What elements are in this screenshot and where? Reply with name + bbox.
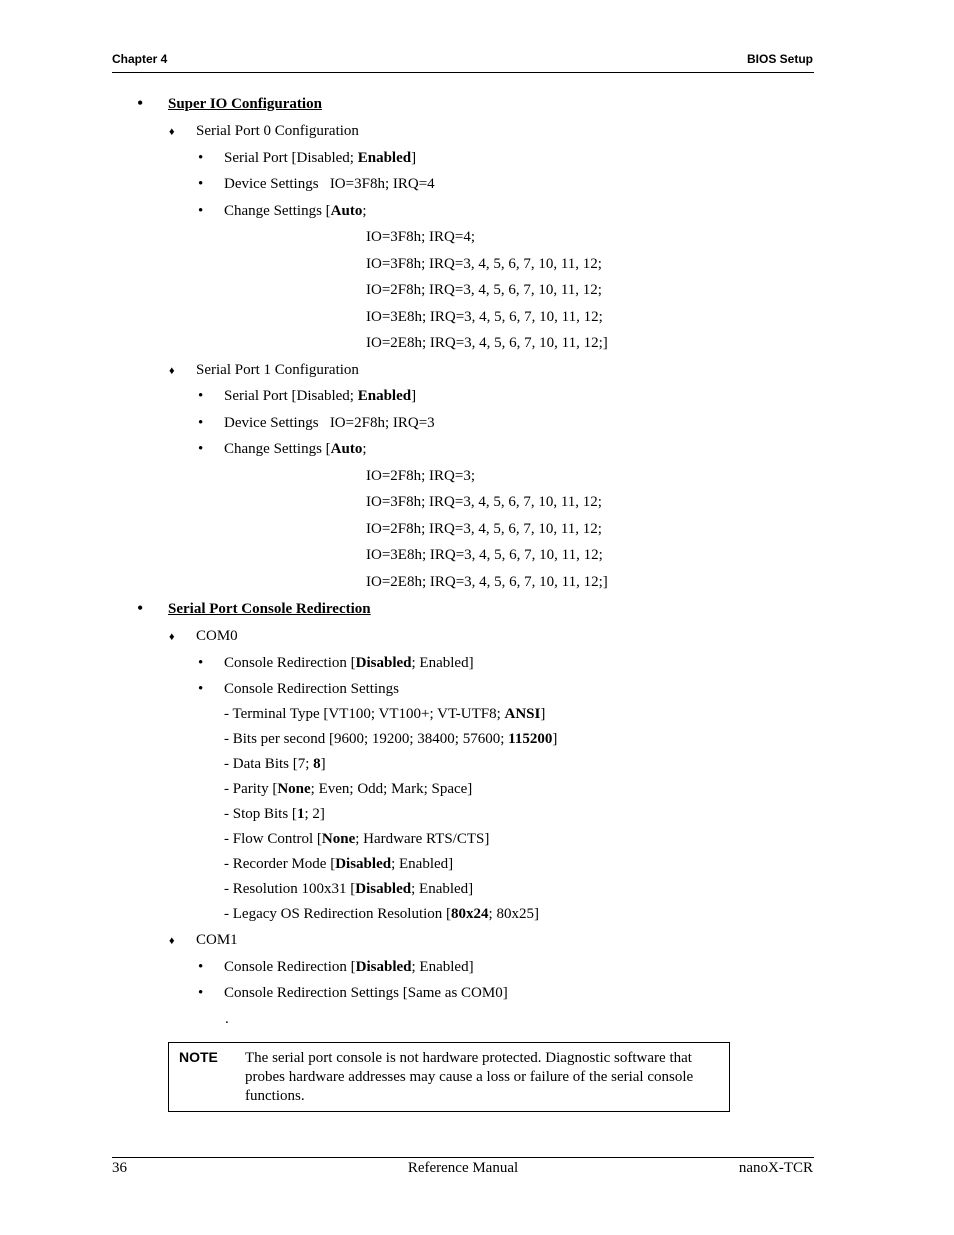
footer-divider: [112, 1157, 814, 1158]
port0-option: IO=3F8h; IRQ=4;: [366, 229, 476, 245]
bullet-icon: •: [198, 150, 204, 166]
com0-setting: - Data Bits [7; 8]: [224, 756, 326, 772]
port0-serial-port: Serial Port [Disabled; Enabled]: [224, 150, 417, 166]
bullet-icon: •: [198, 985, 204, 1001]
port1-option: IO=2E8h; IRQ=3, 4, 5, 6, 7, 10, 11, 12;]: [366, 574, 608, 590]
note-box: [168, 1042, 730, 1112]
com0-setting: - Stop Bits [1; 2]: [224, 806, 325, 822]
document-title: Reference Manual: [407, 1160, 519, 1176]
port1-option: IO=2F8h; IRQ=3, 4, 5, 6, 7, 10, 11, 12;: [366, 521, 602, 537]
com0-setting: - Bits per second [9600; 19200; 38400; 57600; 115200]: [224, 731, 558, 747]
port1-option: IO=3F8h; IRQ=3, 4, 5, 6, 7, 10, 11, 12;: [366, 494, 602, 510]
port1-title: Serial Port 1 Configuration: [196, 362, 359, 378]
port0-device-settings: Device Settings IO=3F8h; IRQ=4: [224, 176, 435, 192]
bullet-icon: •: [198, 415, 204, 431]
diamond-bullet-icon: ♦: [169, 365, 175, 377]
header-divider: [112, 72, 814, 73]
bullet-icon: •: [137, 93, 144, 113]
bullet-icon: •: [198, 681, 204, 697]
bullet-icon: •: [137, 598, 144, 618]
port0-option: IO=2E8h; IRQ=3, 4, 5, 6, 7, 10, 11, 12;]: [366, 335, 608, 351]
note-label: NOTE: [179, 1049, 218, 1065]
com0-title: COM0: [196, 628, 238, 644]
com0-settings-title: Console Redirection Settings: [224, 681, 399, 697]
port1-device-settings: Device Settings IO=2F8h; IRQ=3: [224, 415, 435, 431]
diamond-bullet-icon: ♦: [169, 126, 175, 138]
port0-option: IO=3E8h; IRQ=3, 4, 5, 6, 7, 10, 11, 12;: [366, 309, 603, 325]
bullet-icon: •: [198, 655, 204, 671]
console-heading: Serial Port Console Redirection: [168, 601, 371, 617]
port1-option: IO=3E8h; IRQ=3, 4, 5, 6, 7, 10, 11, 12;: [366, 547, 603, 563]
page-number: 36: [112, 1160, 127, 1176]
com0-setting: - Parity [None; Even; Odd; Mark; Space]: [224, 781, 473, 797]
trailing-dot: .: [225, 1011, 229, 1027]
bullet-icon: •: [198, 441, 204, 457]
port0-option: IO=3F8h; IRQ=3, 4, 5, 6, 7, 10, 11, 12;: [366, 256, 602, 272]
port1-serial-port: Serial Port [Disabled; Enabled]: [224, 388, 417, 404]
port1-change-settings: Change Settings [Auto;: [224, 441, 367, 457]
com0-setting: - Recorder Mode [Disabled; Enabled]: [224, 856, 454, 872]
bullet-icon: •: [198, 203, 204, 219]
port1-option: IO=2F8h; IRQ=3;: [366, 468, 476, 484]
com0-setting: - Flow Control [None; Hardware RTS/CTS]: [224, 831, 490, 847]
chapter-label: Chapter 4: [112, 52, 168, 66]
bullet-icon: •: [198, 959, 204, 975]
bullet-icon: •: [198, 388, 204, 404]
port0-option: IO=2F8h; IRQ=3, 4, 5, 6, 7, 10, 11, 12;: [366, 282, 602, 298]
com0-setting: - Resolution 100x31 [Disabled; Enabled]: [224, 881, 474, 897]
com0-setting: - Legacy OS Redirection Resolution [80x24; 80x25]: [224, 906, 539, 922]
port0-change-settings: Change Settings [Auto;: [224, 203, 367, 219]
com1-title: COM1: [196, 932, 238, 948]
diamond-bullet-icon: ♦: [169, 935, 175, 947]
com1-settings: Console Redirection Settings [Same as COM0]: [224, 985, 508, 1001]
com1-redirection: Console Redirection [Disabled; Enabled]: [224, 959, 474, 975]
com0-redirection: Console Redirection [Disabled; Enabled]: [224, 655, 474, 671]
note-text: The serial port console is not hardware protected. Diagnostic software that probes hardware addresses may cause a loss or failure of the serial console functions.: [245, 1050, 694, 1104]
com0-setting: - Terminal Type [VT100; VT100+; VT-UTF8; ANSI]: [224, 706, 546, 722]
diamond-bullet-icon: ♦: [169, 631, 175, 643]
port0-title: Serial Port 0 Configuration: [196, 123, 359, 139]
super-io-heading: Super IO Configuration: [168, 96, 322, 112]
section-label: BIOS Setup: [746, 52, 813, 66]
product-name: nanoX-TCR: [738, 1160, 813, 1176]
bullet-icon: •: [198, 176, 204, 192]
